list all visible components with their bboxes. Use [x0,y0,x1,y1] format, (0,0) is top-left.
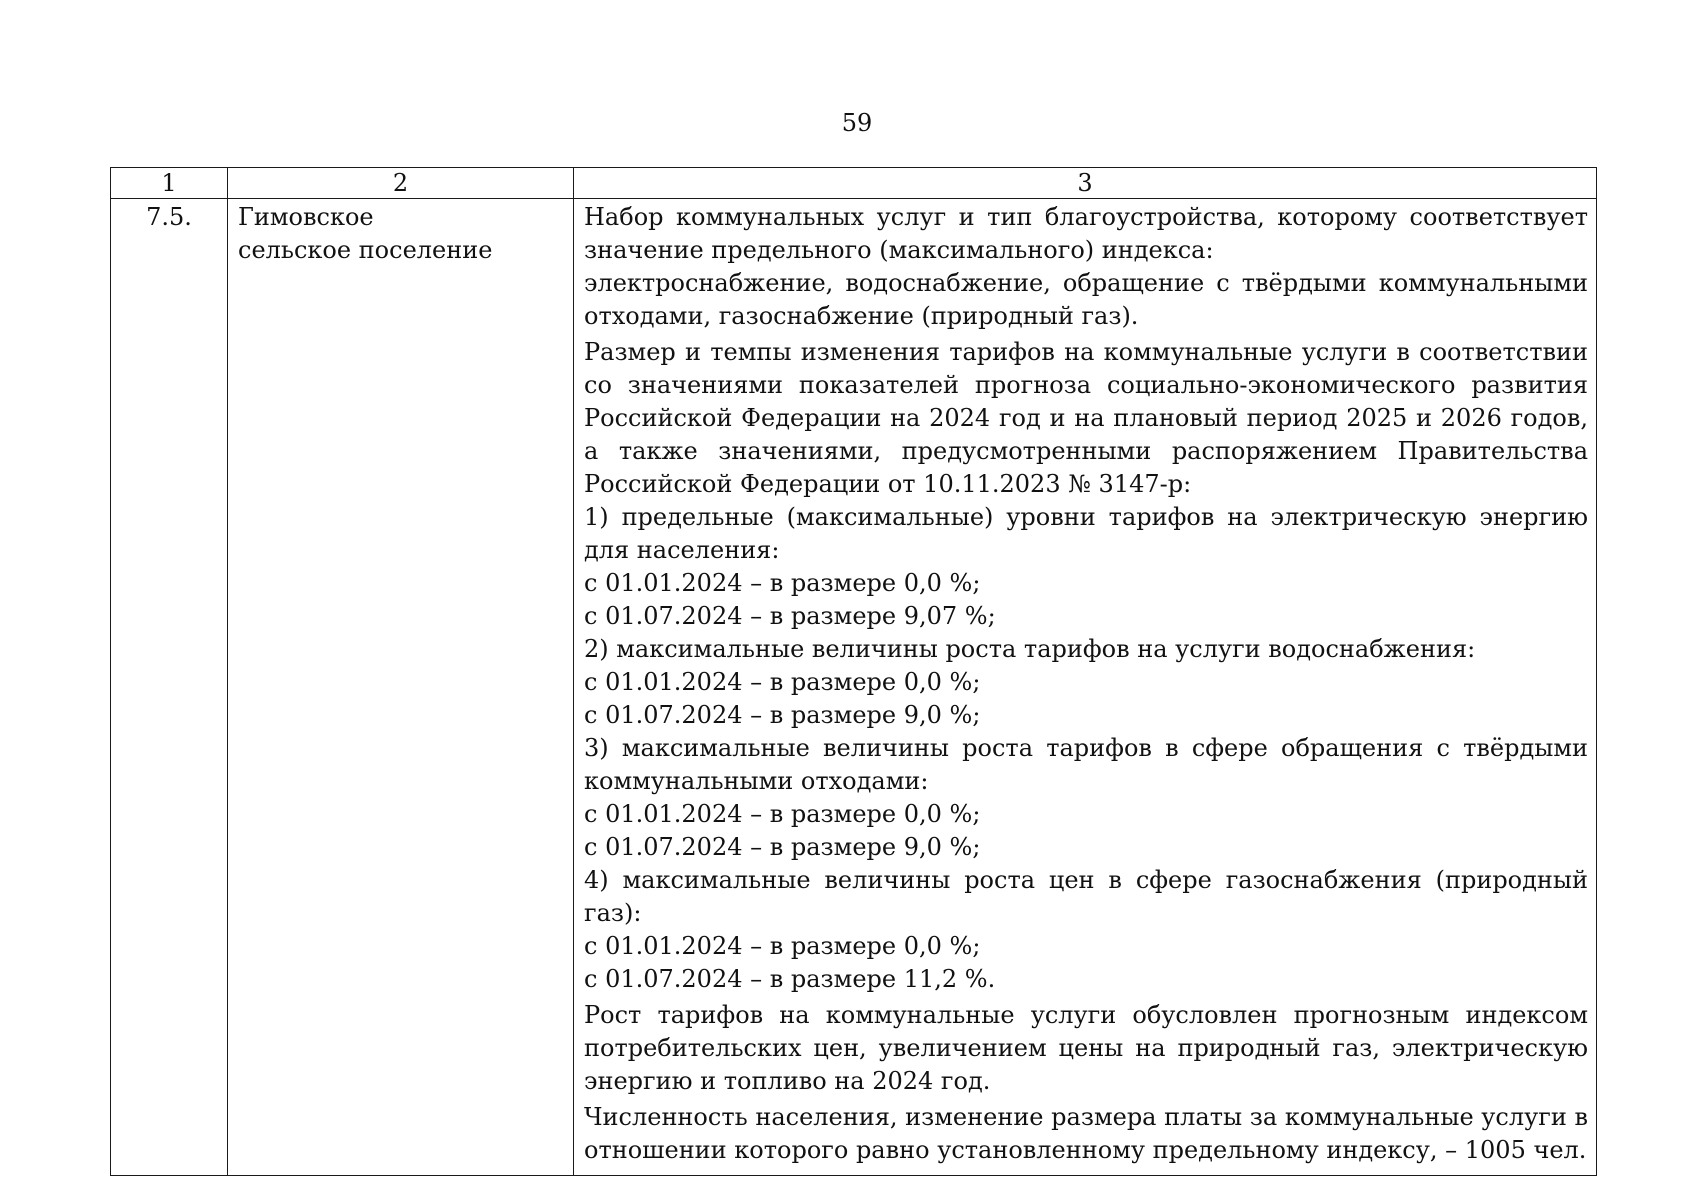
column-header-3: 3 [574,168,1597,199]
table-header-row [111,168,1597,199]
paragraph-gas-jan: с 01.01.2024 – в размере 0,0 %; [584,932,981,960]
settlement-name-line-1: Гимовское [238,203,374,231]
paragraph-services-set: Набор коммунальных услуг и тип благоустройства, которому соответствует значение предельного (максимального) индекса: [584,203,1588,264]
paragraph-waste-jan: с 01.01.2024 – в размере 0,0 %; [584,800,981,828]
paragraph-water-jan: с 01.01.2024 – в размере 0,0 %; [584,668,981,696]
paragraph-gas: 4) максимальные величины роста цен в сфере газоснабжения (природный газ): [584,866,1588,927]
paragraph-water-jul: с 01.07.2024 – в размере 9,0 %; [584,701,981,729]
paragraph-services-list: электроснабжение, водоснабжение, обращение с твёрдыми коммунальными отходами, газоснабжение (природный газ). [584,269,1588,330]
settlement-name [228,199,574,1176]
paragraph-tariff-basis: Размер и темпы изменения тарифов на коммунальные услуги в соответствии со значениями показателей прогноза социально-экономического развития Российской Федерации на 2024 год и на плановый период 2025 и 2026 годов, а также значениями, предусмотренными распоряжением Правительства Российской Федерации от 10.11.2023 № 3147-р: [584,338,1588,498]
settlement-name-line-2: сельское поселение [238,236,493,264]
column-header-2: 2 [228,168,574,199]
paragraph-waste-jul: с 01.07.2024 – в размере 9,0 %; [584,833,981,861]
paragraph-population: Численность населения, изменение размера платы за коммунальные услуги в отношении которого равно установленному предельному индексу, – 1005 чел. [584,1103,1588,1164]
description-cell [574,199,1597,1176]
paragraph-growth-reason: Рост тарифов на коммунальные услуги обусловлен прогнозным индексом потребительских цен, увеличением цены на природный газ, электрическую энергию и топливо на 2024 год. [584,1001,1588,1095]
paragraph-electricity: 1) предельные (максимальные) уровни тарифов на электрическую энергию для населения: [584,503,1588,564]
column-header-1: 1 [111,168,228,199]
page-number: 59 [841,109,873,137]
paragraph-electricity-jul: с 01.07.2024 – в размере 9,07 %; [584,602,996,630]
paragraph-gas-jul: с 01.07.2024 – в размере 11,2 %. [584,965,996,993]
paragraph-electricity-jan: с 01.01.2024 – в размере 0,0 %; [584,569,981,597]
row-number: 7.5. [111,199,228,1176]
paragraph-water: 2) максимальные величины роста тарифов на услуги водоснабжения: [584,635,1476,663]
tariff-table [110,167,1597,1176]
table-row [111,199,1597,1176]
paragraph-waste: 3) максимальные величины роста тарифов в сфере обращения с твёрдыми коммунальными отходами: [584,734,1588,795]
